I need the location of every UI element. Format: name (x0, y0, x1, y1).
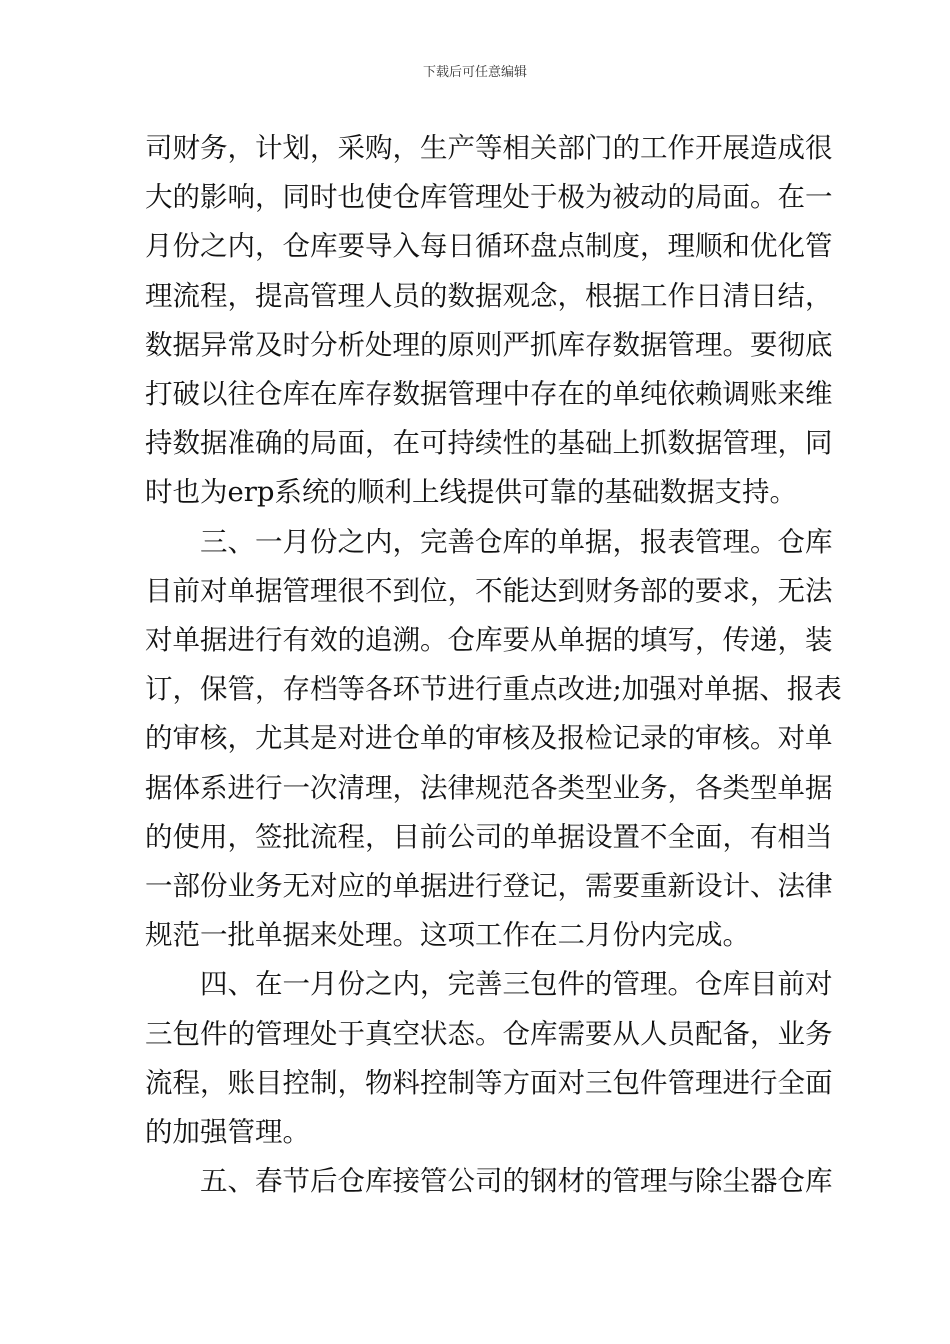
text-line: 目前对单据管理很不到位，不能达到财务部的要求，无法 (145, 574, 833, 607)
text-line: 三包件的管理处于真空状态。仓库需要从人员配备，业务 (145, 1017, 833, 1050)
text-line: 月份之内，仓库要导入每日循环盘点制度，理顺和优化管 (145, 230, 833, 263)
text-line: 司财务，计划，采购，生产等相关部门的工作开展造成很 (145, 132, 833, 164)
text-line: 据体系进行一次清理，法律规范各类型业务，各类型单据 (145, 771, 833, 804)
text-line: 打破以往仓库在库存数据管理中存在的单纯依赖调账来维 (145, 378, 833, 411)
text-line: 的加强管理。 (145, 1116, 310, 1149)
text-line: 订，保管，存档等各环节进行重点改进;加强对单据、报表 (145, 673, 842, 706)
text-line: 五、春节后仓库接管公司的钢材的管理与除尘器仓库 (145, 1165, 833, 1198)
text-line: 理流程，提高管理人员的数据观念，根据工作日清日结， (145, 279, 833, 312)
text-line: 大的影响，同时也使仓库管理处于极为被动的局面。在一 (145, 181, 833, 214)
text-line: 对单据进行有效的追溯。仓库要从单据的填写，传递，装 (145, 624, 833, 657)
text-line: 的审核，尤其是对进仓单的审核及报检记录的审核。对单 (145, 722, 833, 755)
text-line: 持数据准确的局面，在可持续性的基础上抓数据管理，同 (145, 427, 833, 460)
text-line: 数据异常及时分析处理的原则严抓库存数据管理。要彻底 (145, 328, 833, 361)
text-line: 规范一批单据来处理。这项工作在二月份内完成。 (145, 919, 750, 952)
text-line: 的使用，签批流程，目前公司的单据设置不全面，有相当 (145, 820, 833, 853)
text-line: 时也为erp系统的顺利上线提供可靠的基础数据支持。 (145, 476, 798, 509)
text-line: 流程，账目控制，物料控制等方面对三包件管理进行全面 (145, 1066, 833, 1099)
document-body (145, 124, 842, 1206)
text-line: 一部份业务无对应的单据进行登记，需要重新设计、法律 (145, 870, 833, 903)
text-line: 四、在一月份之内，完善三包件的管理。仓库目前对 (145, 968, 833, 1001)
text-line: 三、一月份之内，完善仓库的单据，报表管理。仓库 (145, 525, 833, 558)
page-header: 下载后可任意编辑 (422, 65, 527, 80)
